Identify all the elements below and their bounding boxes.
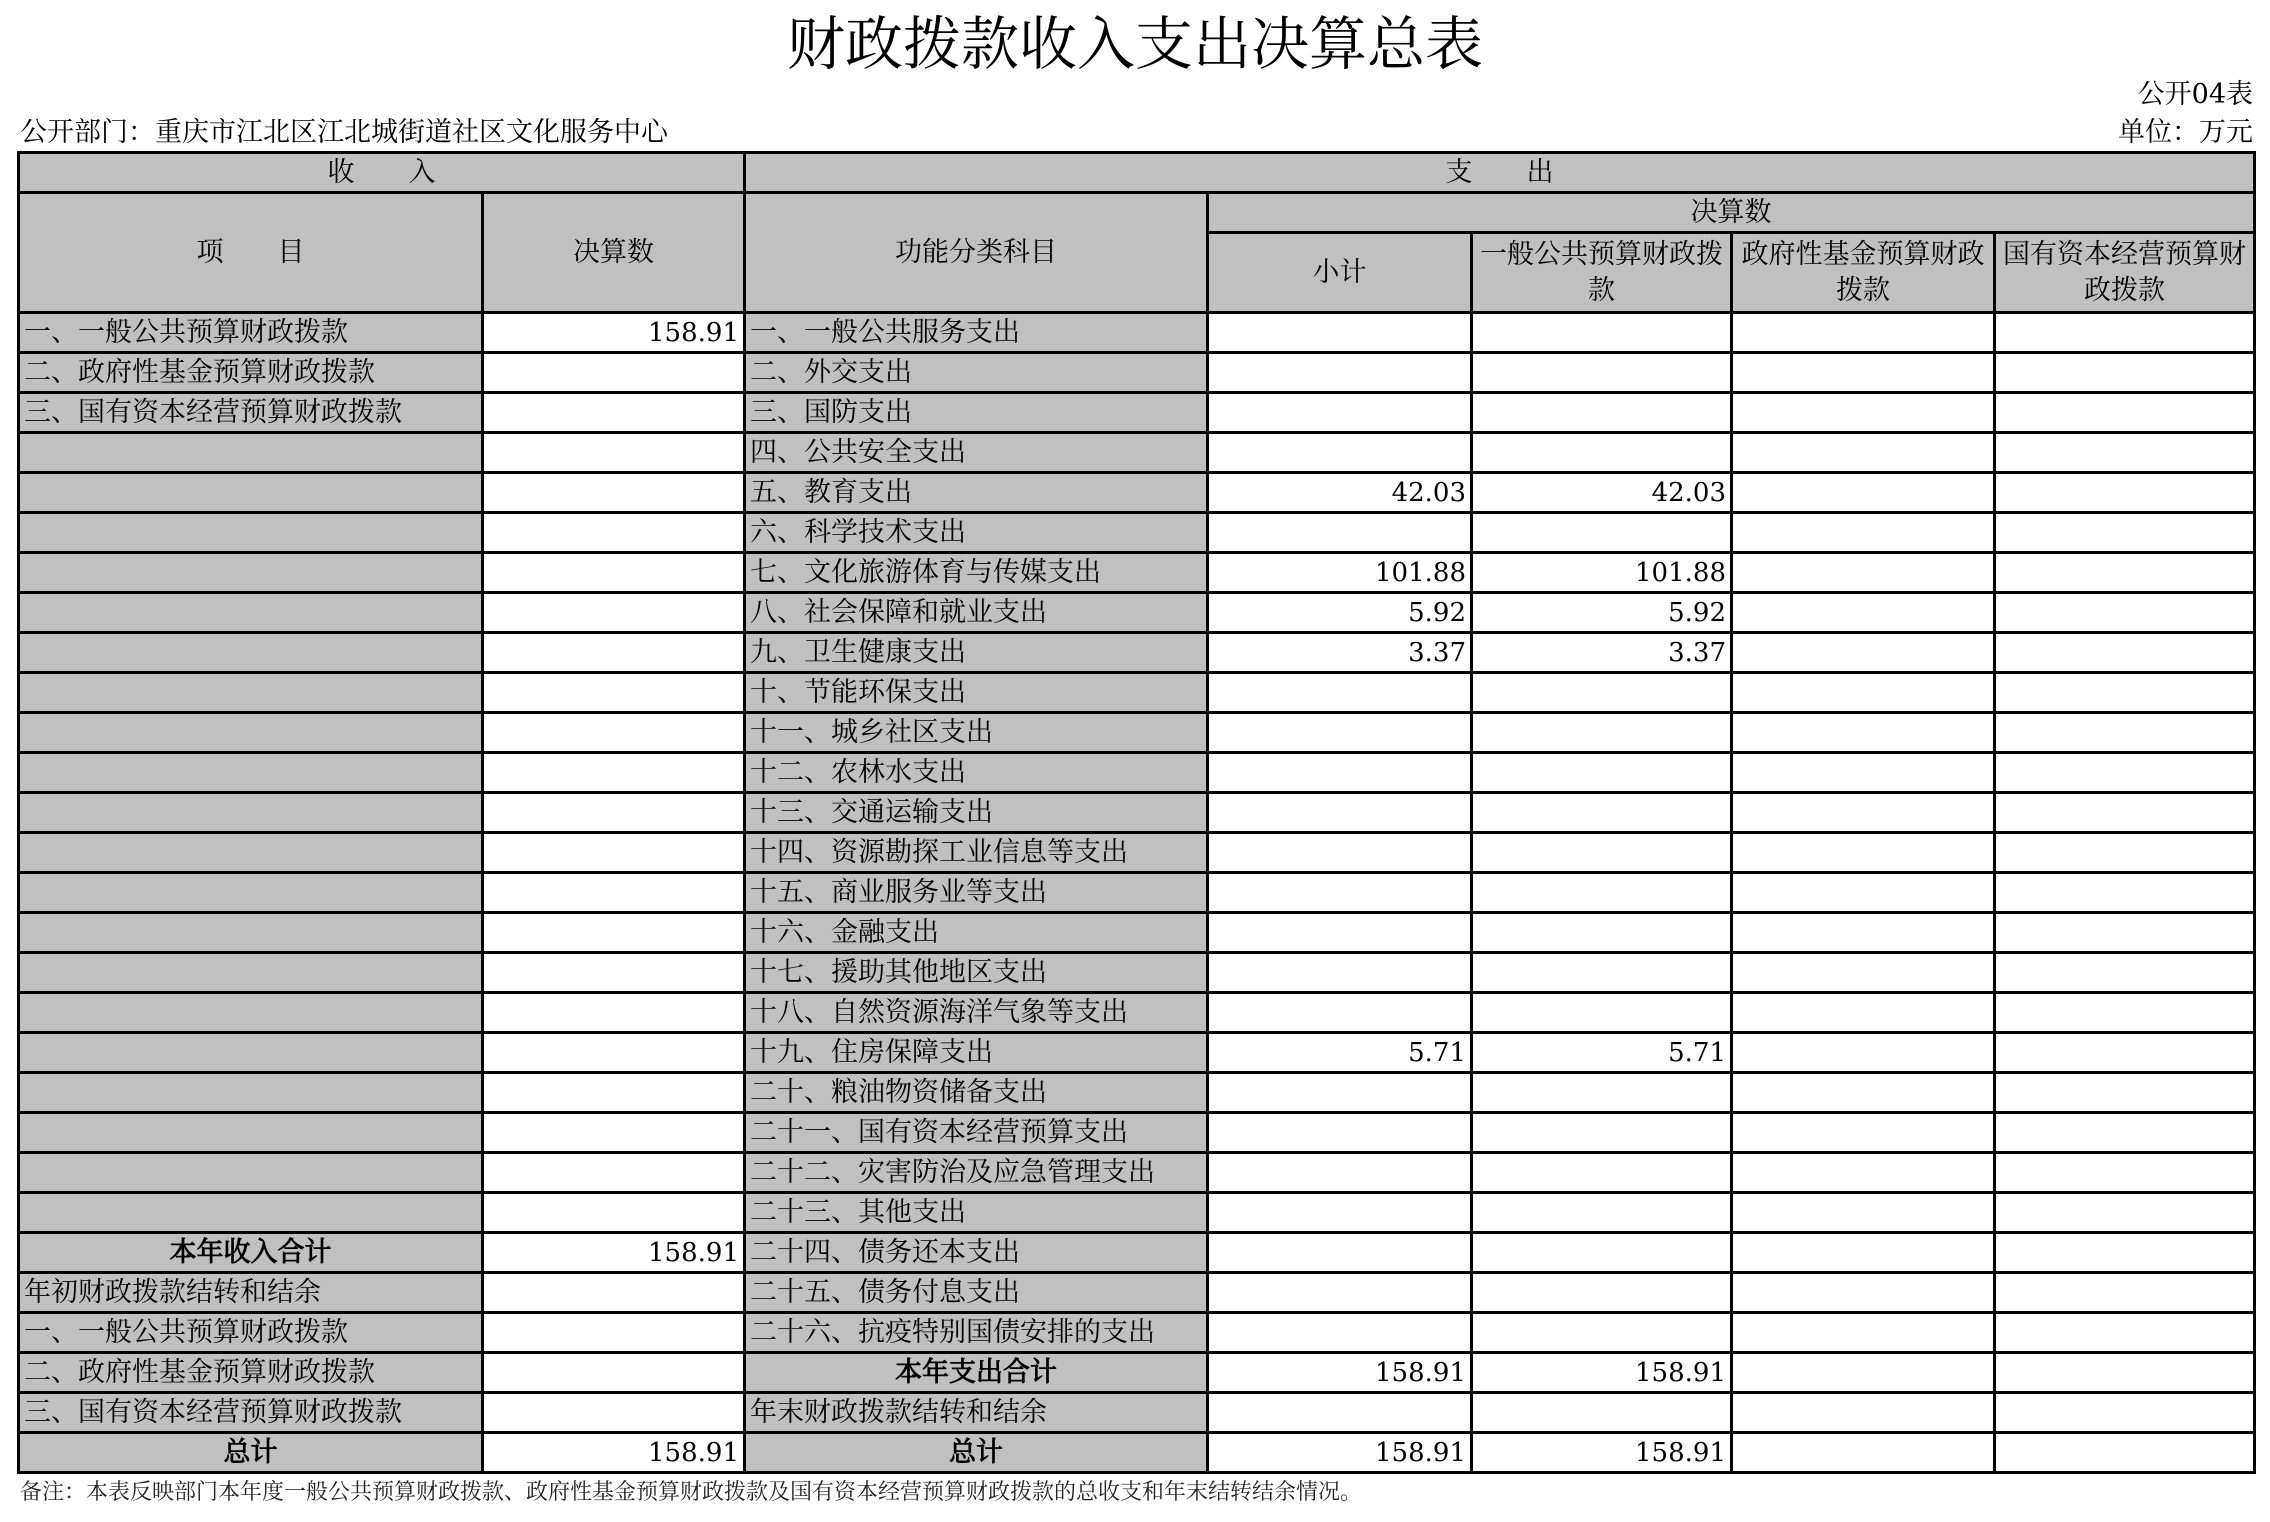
- general-budget-cell: 158.91: [1472, 1433, 1732, 1473]
- state-capital-cell: [1995, 473, 2255, 513]
- subtotal-cell: [1208, 1193, 1472, 1233]
- income-amount-cell: [483, 793, 745, 833]
- state-capital-cell: [1995, 1353, 2255, 1393]
- gov-fund-cell: [1732, 1193, 1995, 1233]
- income-item-cell: 二、政府性基金预算财政拨款: [19, 1353, 483, 1393]
- income-amount-cell: [483, 1113, 745, 1153]
- subtotal-cell: [1208, 393, 1472, 433]
- subtotal-cell: 101.88: [1208, 553, 1472, 593]
- general-budget-cell: [1472, 1393, 1732, 1433]
- subtotal-cell: [1208, 793, 1472, 833]
- gov-fund-cell: [1732, 873, 1995, 913]
- state-capital-cell: [1995, 1313, 2255, 1353]
- subtotal-cell: [1208, 1273, 1472, 1313]
- general-budget-cell: [1472, 753, 1732, 793]
- subtotal-cell: [1208, 953, 1472, 993]
- income-item-cell: [19, 833, 483, 873]
- income-item-cell: 一、一般公共预算财政拨款: [19, 313, 483, 353]
- expense-item-cell: 十三、交通运输支出: [745, 793, 1208, 833]
- general-budget-cell: [1472, 313, 1732, 353]
- subtotal-cell: [1208, 1313, 1472, 1353]
- general-budget-cell: [1472, 833, 1732, 873]
- expense-item-cell: 十九、住房保障支出: [745, 1033, 1208, 1073]
- general-budget-cell: [1472, 873, 1732, 913]
- income-amount-cell: [483, 433, 745, 473]
- table-row: [19, 1033, 2255, 1073]
- income-amount-cell: [483, 1273, 745, 1313]
- subtotal-cell: 5.71: [1208, 1033, 1472, 1073]
- subtotal-cell: [1208, 433, 1472, 473]
- gov-fund-cell: [1732, 1153, 1995, 1193]
- general-budget-cell: [1472, 1273, 1732, 1313]
- expense-item-cell: 三、国防支出: [745, 393, 1208, 433]
- expense-item-cell: 十一、城乡社区支出: [745, 713, 1208, 753]
- state-capital-cell: [1995, 1033, 2255, 1073]
- budget-summary-table: [17, 151, 2256, 1474]
- income-item-cell: [19, 1073, 483, 1113]
- income-item-cell: [19, 673, 483, 713]
- income-item-cell: 本年收入合计: [19, 1233, 483, 1273]
- gov-fund-cell: [1732, 473, 1995, 513]
- gov-fund-cell: [1732, 1233, 1995, 1273]
- income-item-cell: 一、一般公共预算财政拨款: [19, 1313, 483, 1353]
- income-amount-cell: [483, 633, 745, 673]
- income-item-cell: [19, 433, 483, 473]
- unit-label: 单位：万元: [2118, 117, 2253, 148]
- general-budget-cell: 101.88: [1472, 553, 1732, 593]
- gov-fund-cell: [1732, 1033, 1995, 1073]
- page-title: 财政拨款收入支出决算总表: [786, 10, 1483, 78]
- expense-item-cell: 四、公共安全支出: [745, 433, 1208, 473]
- income-amount-cell: [483, 473, 745, 513]
- final-amount-header: 决算数: [483, 193, 745, 313]
- gov-fund-cell: [1732, 593, 1995, 633]
- expense-item-cell: 十五、商业服务业等支出: [745, 873, 1208, 913]
- income-item-cell: 总计: [19, 1433, 483, 1473]
- state-capital-cell: [1995, 913, 2255, 953]
- gov-fund-cell: [1732, 793, 1995, 833]
- general-budget-cell: [1472, 1313, 1732, 1353]
- function-category-header: 功能分类科目: [745, 193, 1208, 313]
- income-amount-cell: [483, 833, 745, 873]
- subtotal-cell: [1208, 913, 1472, 953]
- general-budget-cell: [1472, 953, 1732, 993]
- income-item-cell: 三、国有资本经营预算财政拨款: [19, 1393, 483, 1433]
- table-row: [19, 1073, 2255, 1113]
- income-amount-cell: [483, 993, 745, 1033]
- income-amount-cell: 158.91: [483, 1433, 745, 1473]
- subtotal-cell: [1208, 713, 1472, 753]
- state-capital-cell: [1995, 313, 2255, 353]
- table-row: [19, 1273, 2255, 1313]
- state-capital-cell: [1995, 1073, 2255, 1113]
- subtotal-cell: [1208, 313, 1472, 353]
- expense-item-cell: 十四、资源勘探工业信息等支出: [745, 833, 1208, 873]
- state-capital-cell: [1995, 513, 2255, 553]
- gov-fund-cell: [1732, 393, 1995, 433]
- department-label: 公开部门：重庆市江北区江北城街道社区文化服务中心: [20, 117, 668, 148]
- table-row: [19, 1313, 2255, 1353]
- general-budget-cell: [1472, 1113, 1732, 1153]
- subtotal-cell: 42.03: [1208, 473, 1472, 513]
- income-item-cell: [19, 793, 483, 833]
- income-item-cell: 年初财政拨款结转和结余: [19, 1273, 483, 1313]
- general-budget-cell: 158.91: [1472, 1353, 1732, 1393]
- state-capital-cell: [1995, 753, 2255, 793]
- income-item-cell: [19, 513, 483, 553]
- gov-fund-cell: [1732, 553, 1995, 593]
- income-item-cell: [19, 593, 483, 633]
- table-row: [19, 1353, 2255, 1393]
- gov-fund-cell: [1732, 1433, 1995, 1473]
- gov-fund-cell: [1732, 1353, 1995, 1393]
- income-item-cell: [19, 1153, 483, 1193]
- subtotal-cell: 158.91: [1208, 1353, 1472, 1393]
- income-amount-cell: [483, 593, 745, 633]
- subtotal-cell: 5.92: [1208, 593, 1472, 633]
- table-row: [19, 1393, 2255, 1433]
- gov-fund-cell: [1732, 753, 1995, 793]
- table-row: [19, 1113, 2255, 1153]
- expense-item-cell: 九、卫生健康支出: [745, 633, 1208, 673]
- expense-item-cell: 十二、农林水支出: [745, 753, 1208, 793]
- expense-item-cell: 年末财政拨款结转和结余: [745, 1393, 1208, 1433]
- income-item-cell: [19, 713, 483, 753]
- income-amount-cell: [483, 353, 745, 393]
- table-row: [19, 593, 2255, 633]
- income-item-cell: [19, 473, 483, 513]
- income-amount-cell: [483, 953, 745, 993]
- table-row: [19, 1193, 2255, 1233]
- gov-fund-cell: [1732, 513, 1995, 553]
- general-budget-header: 一般公共预算财政拨款: [1472, 233, 1732, 313]
- income-header: 收 入: [19, 153, 745, 193]
- income-item-cell: [19, 753, 483, 793]
- form-number: 公开04表: [2137, 79, 2253, 110]
- table-row: [19, 793, 2255, 833]
- table-row: [19, 1433, 2255, 1473]
- expense-item-cell: 十、节能环保支出: [745, 673, 1208, 713]
- expense-item-cell: 二十一、国有资本经营预算支出: [745, 1113, 1208, 1153]
- gov-fund-cell: [1732, 833, 1995, 873]
- expense-item-cell: 一、一般公共服务支出: [745, 313, 1208, 353]
- state-capital-cell: [1995, 833, 2255, 873]
- income-item-cell: [19, 993, 483, 1033]
- income-item-cell: [19, 1033, 483, 1073]
- general-budget-cell: 42.03: [1472, 473, 1732, 513]
- gov-fund-cell: [1732, 433, 1995, 473]
- income-amount-cell: [483, 753, 745, 793]
- state-capital-cell: [1995, 1433, 2255, 1473]
- general-budget-cell: [1472, 353, 1732, 393]
- subtotal-cell: [1208, 673, 1472, 713]
- state-capital-cell: [1995, 353, 2255, 393]
- gov-fund-cell: [1732, 353, 1995, 393]
- state-capital-cell: [1995, 713, 2255, 753]
- table-row: [19, 513, 2255, 553]
- expense-item-cell: 二、外交支出: [745, 353, 1208, 393]
- state-capital-cell: [1995, 873, 2255, 913]
- table-row: [19, 433, 2255, 473]
- state-capital-cell: [1995, 1153, 2255, 1193]
- final-amount-group-header: 决算数: [1208, 193, 2255, 233]
- gov-fund-cell: [1732, 313, 1995, 353]
- income-amount-cell: [483, 1393, 745, 1433]
- general-budget-cell: 5.71: [1472, 1033, 1732, 1073]
- subtotal-header: 小计: [1208, 233, 1472, 313]
- state-capital-budget-header: 国有资本经营预算财政拨款: [1995, 233, 2255, 313]
- state-capital-cell: [1995, 953, 2255, 993]
- expense-item-cell: 十八、自然资源海洋气象等支出: [745, 993, 1208, 1033]
- table-row: [19, 713, 2255, 753]
- income-amount-cell: [483, 713, 745, 753]
- general-budget-cell: [1472, 433, 1732, 473]
- table-row: [19, 753, 2255, 793]
- subtotal-cell: [1208, 1393, 1472, 1433]
- income-amount-cell: [483, 1193, 745, 1233]
- state-capital-cell: [1995, 593, 2255, 633]
- general-budget-cell: 5.92: [1472, 593, 1732, 633]
- state-capital-cell: [1995, 633, 2255, 673]
- income-amount-cell: [483, 873, 745, 913]
- subtotal-cell: 3.37: [1208, 633, 1472, 673]
- subtotal-cell: [1208, 833, 1472, 873]
- subtotal-cell: [1208, 993, 1472, 1033]
- table-row: [19, 1233, 2255, 1273]
- subtotal-cell: [1208, 1233, 1472, 1273]
- state-capital-cell: [1995, 1113, 2255, 1153]
- general-budget-cell: [1472, 993, 1732, 1033]
- gov-fund-cell: [1732, 1273, 1995, 1313]
- general-budget-cell: [1472, 1073, 1732, 1113]
- state-capital-cell: [1995, 1273, 2255, 1313]
- table-row: [19, 913, 2255, 953]
- table-row: [19, 473, 2255, 513]
- gov-fund-cell: [1732, 1393, 1995, 1433]
- expense-item-cell: 二十六、抗疫特别国债安排的支出: [745, 1313, 1208, 1353]
- table-row: [19, 833, 2255, 873]
- income-item-cell: [19, 1113, 483, 1153]
- subtotal-cell: [1208, 353, 1472, 393]
- income-amount-cell: [483, 513, 745, 553]
- expense-item-cell: 十六、金融支出: [745, 913, 1208, 953]
- table-row: [19, 633, 2255, 673]
- income-amount-cell: [483, 1153, 745, 1193]
- expense-item-cell: 二十二、灾害防治及应急管理支出: [745, 1153, 1208, 1193]
- gov-fund-budget-header: 政府性基金预算财政拨款: [1732, 233, 1995, 313]
- general-budget-cell: [1472, 673, 1732, 713]
- subtotal-cell: [1208, 513, 1472, 553]
- table-row: [19, 393, 2255, 433]
- income-amount-cell: [483, 1313, 745, 1353]
- footnote: 备注：本表反映部门本年度一般公共预算财政拨款、政府性基金预算财政拨款及国有资本经营预算财政拨款的总收支和年末结转结余情况。: [20, 1480, 1363, 1505]
- general-budget-cell: [1472, 713, 1732, 753]
- income-item-cell: [19, 633, 483, 673]
- state-capital-cell: [1995, 1393, 2255, 1433]
- income-item-cell: [19, 1193, 483, 1233]
- expense-item-cell: 十七、援助其他地区支出: [745, 953, 1208, 993]
- income-amount-cell: [483, 1033, 745, 1073]
- gov-fund-cell: [1732, 1113, 1995, 1153]
- table-row: [19, 353, 2255, 393]
- state-capital-cell: [1995, 393, 2255, 433]
- income-item-cell: [19, 873, 483, 913]
- subtotal-cell: 158.91: [1208, 1433, 1472, 1473]
- expense-item-cell: 八、社会保障和就业支出: [745, 593, 1208, 633]
- general-budget-cell: [1472, 1233, 1732, 1273]
- income-amount-cell: 158.91: [483, 313, 745, 353]
- general-budget-cell: [1472, 913, 1732, 953]
- income-amount-cell: [483, 1353, 745, 1393]
- table-row: [19, 313, 2255, 353]
- income-amount-cell: [483, 913, 745, 953]
- table-row: [19, 673, 2255, 713]
- general-budget-cell: [1472, 393, 1732, 433]
- state-capital-cell: [1995, 993, 2255, 1033]
- income-item-cell: 三、国有资本经营预算财政拨款: [19, 393, 483, 433]
- subtotal-cell: [1208, 1153, 1472, 1193]
- item-header: 项 目: [19, 193, 483, 313]
- income-item-cell: [19, 953, 483, 993]
- general-budget-cell: [1472, 1193, 1732, 1233]
- general-budget-cell: [1472, 1153, 1732, 1193]
- expense-item-cell: 二十、粮油物资储备支出: [745, 1073, 1208, 1113]
- gov-fund-cell: [1732, 953, 1995, 993]
- state-capital-cell: [1995, 433, 2255, 473]
- gov-fund-cell: [1732, 713, 1995, 753]
- table-row: [19, 873, 2255, 913]
- gov-fund-cell: [1732, 633, 1995, 673]
- subtotal-cell: [1208, 1073, 1472, 1113]
- general-budget-cell: [1472, 513, 1732, 553]
- state-capital-cell: [1995, 1233, 2255, 1273]
- gov-fund-cell: [1732, 673, 1995, 713]
- subtotal-cell: [1208, 873, 1472, 913]
- table-row: [19, 993, 2255, 1033]
- expense-item-cell: 本年支出合计: [745, 1353, 1208, 1393]
- expense-item-cell: 七、文化旅游体育与传媒支出: [745, 553, 1208, 593]
- income-amount-cell: 158.91: [483, 1233, 745, 1273]
- state-capital-cell: [1995, 673, 2255, 713]
- expense-header: 支 出: [745, 153, 2255, 193]
- income-amount-cell: [483, 393, 745, 433]
- expense-item-cell: 五、教育支出: [745, 473, 1208, 513]
- expense-item-cell: 二十四、债务还本支出: [745, 1233, 1208, 1273]
- table-row: [19, 953, 2255, 993]
- general-budget-cell: [1472, 793, 1732, 833]
- gov-fund-cell: [1732, 1313, 1995, 1353]
- income-item-cell: 二、政府性基金预算财政拨款: [19, 353, 483, 393]
- general-budget-cell: 3.37: [1472, 633, 1732, 673]
- income-item-cell: [19, 553, 483, 593]
- income-item-cell: [19, 913, 483, 953]
- expense-item-cell: 二十三、其他支出: [745, 1193, 1208, 1233]
- income-amount-cell: [483, 1073, 745, 1113]
- gov-fund-cell: [1732, 993, 1995, 1033]
- income-amount-cell: [483, 553, 745, 593]
- expense-item-cell: 总计: [745, 1433, 1208, 1473]
- state-capital-cell: [1995, 553, 2255, 593]
- expense-item-cell: 六、科学技术支出: [745, 513, 1208, 553]
- state-capital-cell: [1995, 793, 2255, 833]
- gov-fund-cell: [1732, 1073, 1995, 1113]
- expense-item-cell: 二十五、债务付息支出: [745, 1273, 1208, 1313]
- subtotal-cell: [1208, 1113, 1472, 1153]
- gov-fund-cell: [1732, 913, 1995, 953]
- table-row: [19, 553, 2255, 593]
- table-row: [19, 1153, 2255, 1193]
- state-capital-cell: [1995, 1193, 2255, 1233]
- subtotal-cell: [1208, 753, 1472, 793]
- income-amount-cell: [483, 673, 745, 713]
